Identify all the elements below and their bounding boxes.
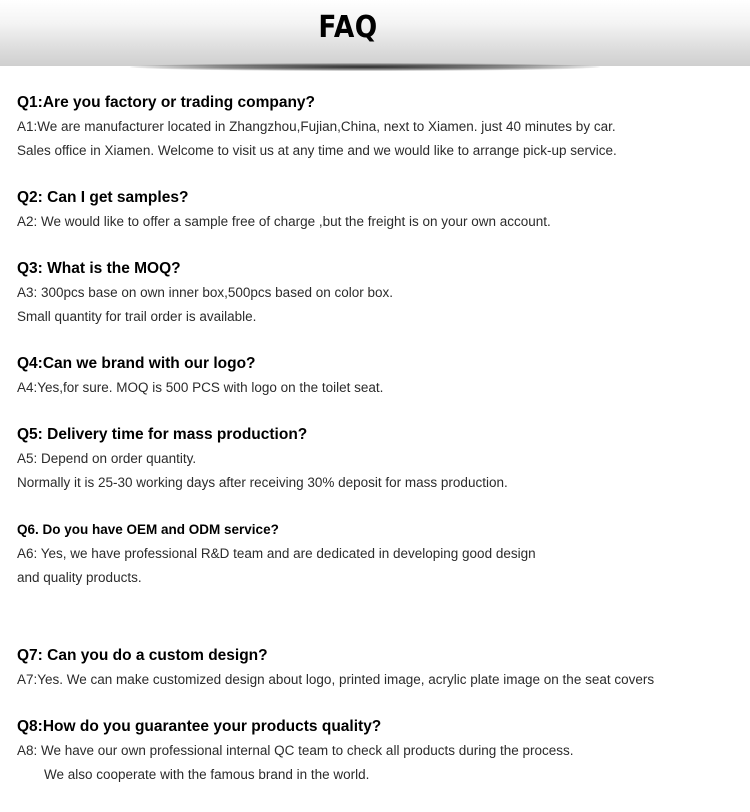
- faq-item-q1: [17, 93, 737, 163]
- faq-question: Q6. Do you have OEM and ODM service?: [17, 522, 279, 537]
- faq-item-q7: [17, 646, 737, 692]
- faq-item-q6: [17, 520, 737, 590]
- faq-question: Q2: Can I get samples?: [17, 189, 189, 206]
- faq-item-q2: [17, 188, 737, 234]
- faq-answer-line: A5: Depend on order quantity.: [17, 451, 197, 466]
- faq-item-q8: [17, 717, 737, 787]
- faq-answer-line: A6: Yes, we have professional R&D team and are dedicated in developing good design: [17, 546, 536, 561]
- faq-list: [17, 93, 737, 812]
- faq-question: Q3: What is the MOQ?: [17, 260, 181, 277]
- faq-answer-line: Normally it is 25-30 working days after receiving 30% deposit for mass production.: [17, 475, 508, 490]
- faq-question: Q5: Delivery time for mass production?: [17, 426, 308, 443]
- faq-item-q5: [17, 425, 737, 495]
- faq-question: Q4:Can we brand with our logo?: [17, 355, 256, 372]
- faq-answer-line: A8: We have our own professional internal QC team to check all products during the process.: [17, 743, 574, 758]
- header-shadow-divider: [130, 63, 600, 71]
- faq-header-banner: [0, 0, 750, 66]
- faq-item-q4: [17, 354, 737, 400]
- faq-answer-line: A1:We are manufacturer located in Zhangzhou,Fujian,China, next to Xiamen. just 40 minutes by car.: [17, 119, 616, 134]
- faq-answer-line: A7:Yes. We can make customized design about logo, printed image, acrylic plate image on the seat covers: [17, 672, 655, 687]
- faq-item-q3: [17, 259, 737, 329]
- faq-question: Q1:Are you factory or trading company?: [17, 94, 315, 111]
- faq-answer-line: and quality products.: [17, 570, 142, 585]
- faq-answer-line: A3: 300pcs base on own inner box,500pcs based on color box.: [17, 285, 394, 300]
- faq-answer-line: We also cooperate with the famous brand in the world.: [44, 767, 370, 782]
- faq-answer-line: A4:Yes,for sure. MOQ is 500 PCS with logo on the toilet seat.: [17, 380, 384, 395]
- faq-answer-line: A2: We would like to offer a sample free of charge ,but the freight is on your own account.: [17, 214, 551, 229]
- faq-question: Q7: Can you do a custom design?: [17, 647, 268, 664]
- faq-answer-line: Small quantity for trail order is available.: [17, 309, 257, 324]
- page-title: FAQ: [318, 10, 378, 45]
- faq-question: Q8:How do you guarantee your products quality?: [17, 718, 382, 735]
- faq-answer-line: Sales office in Xiamen. Welcome to visit us at any time and we would like to arrange pick-up service.: [17, 143, 617, 158]
